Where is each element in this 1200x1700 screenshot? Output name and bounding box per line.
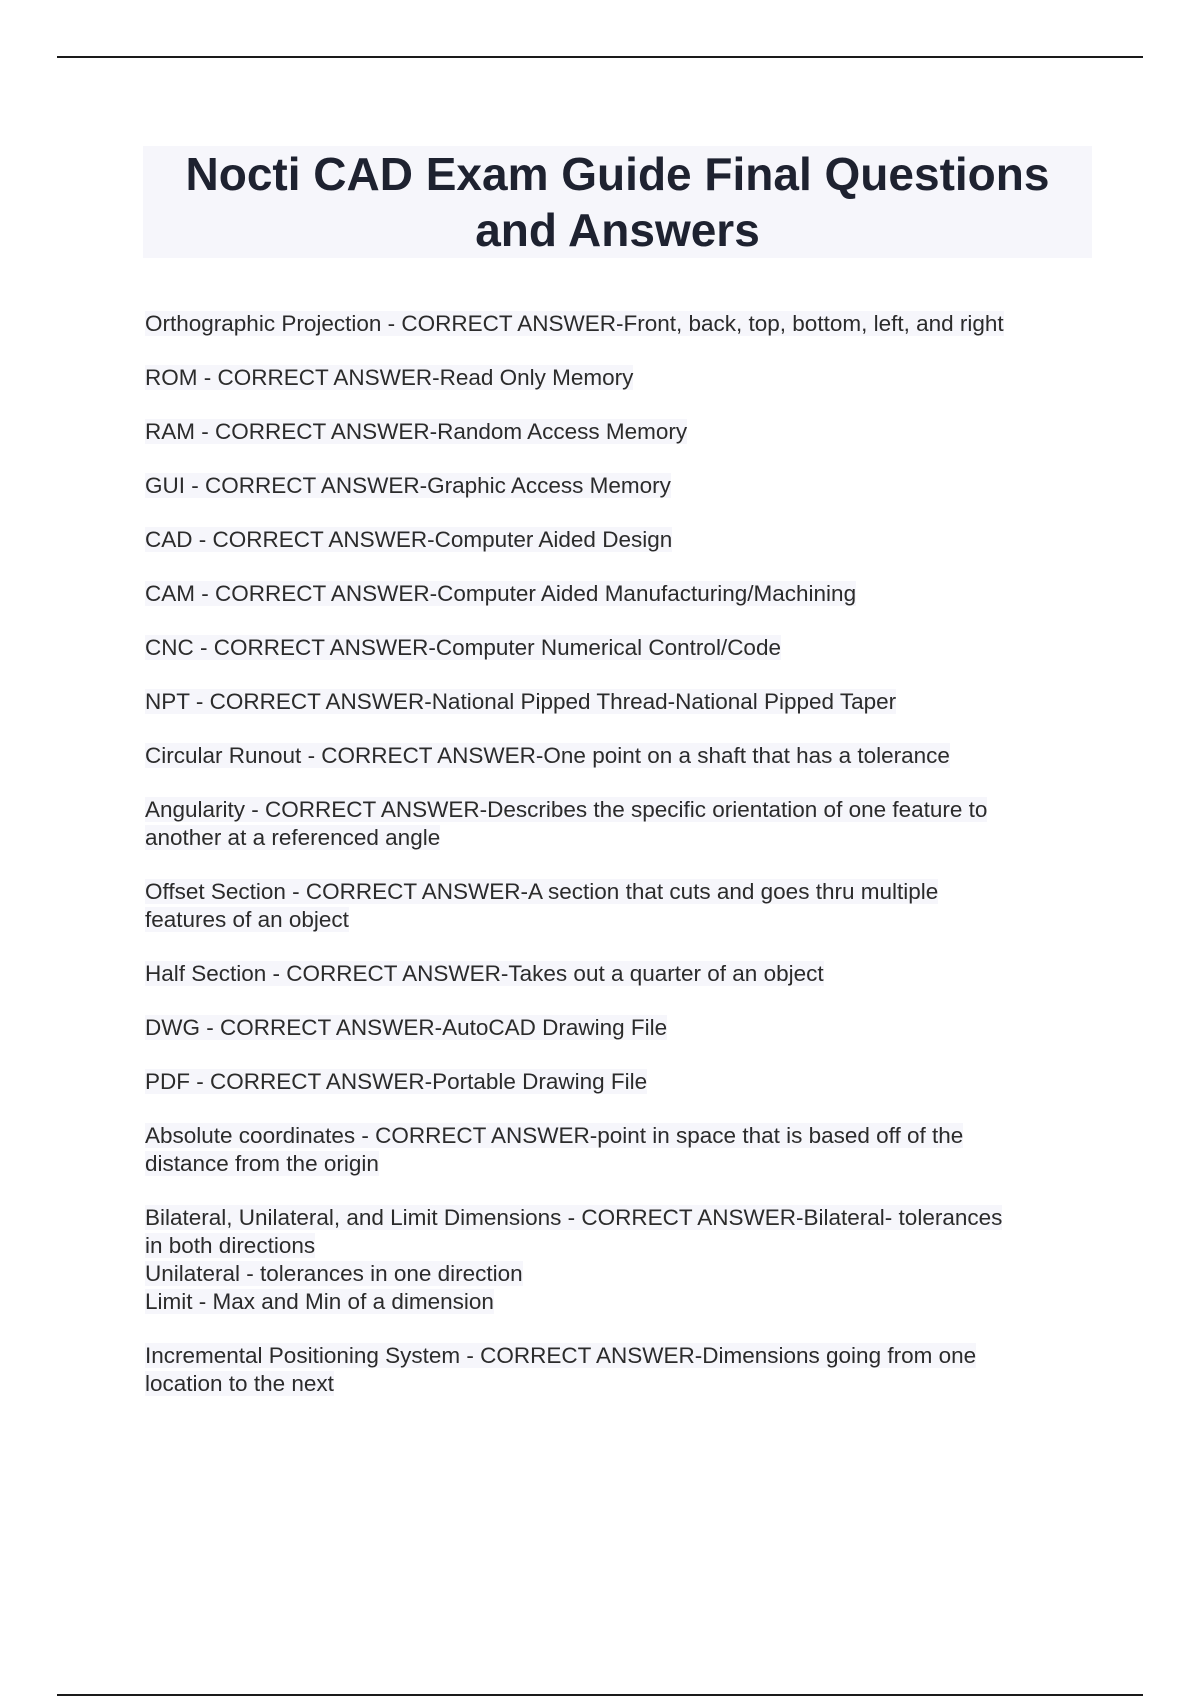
qa-entry-line <box>145 742 1095 770</box>
qa-entry-text: in both directions <box>145 1233 316 1258</box>
qa-entry-text: CAM - CORRECT ANSWER-Computer Aided Manufacturing/Machining <box>145 581 857 606</box>
qa-entry-line <box>145 878 1095 906</box>
qa-entry-line <box>145 1150 1095 1178</box>
qa-entry <box>145 634 1095 662</box>
qa-entry-text: RAM - CORRECT ANSWER-Random Access Memory <box>145 419 688 444</box>
title-banner <box>143 146 1092 258</box>
qa-entry <box>145 742 1095 770</box>
qa-entry <box>145 1204 1095 1316</box>
qa-entry-line <box>145 1122 1095 1150</box>
qa-entry-text: Orthographic Projection - CORRECT ANSWER-Front, back, top, bottom, left, and right <box>145 311 1004 336</box>
bottom-rule <box>57 1694 1143 1696</box>
qa-entry <box>145 1122 1095 1178</box>
qa-entry-line <box>145 1232 1095 1260</box>
qa-entry-line <box>145 960 1095 988</box>
qa-entry <box>145 310 1095 338</box>
qa-entry <box>145 472 1095 500</box>
qa-entry-text: Half Section - CORRECT ANSWER-Takes out a quarter of an object <box>145 961 824 986</box>
qa-entry-text: Circular Runout - CORRECT ANSWER-One point on a shaft that has a tolerance <box>145 743 950 768</box>
qa-entry-text: distance from the origin <box>145 1151 379 1176</box>
page-title: Nocti CAD Exam Guide Final Questions and Answers <box>185 148 1050 256</box>
qa-list <box>145 310 1095 1424</box>
qa-entry-line <box>145 824 1095 852</box>
qa-entry-text: another at a referenced angle <box>145 825 441 850</box>
qa-entry-text: NPT - CORRECT ANSWER-National Pipped Thread-National Pipped Taper <box>145 689 897 714</box>
qa-entry-line <box>145 418 1095 446</box>
qa-entry-text: CAD - CORRECT ANSWER-Computer Aided Design <box>145 527 673 552</box>
qa-entry <box>145 960 1095 988</box>
qa-entry <box>145 1014 1095 1042</box>
qa-entry-line <box>145 1260 1095 1288</box>
qa-entry <box>145 580 1095 608</box>
qa-entry-line <box>145 688 1095 716</box>
top-rule <box>57 56 1143 58</box>
qa-entry-text: features of an object <box>145 907 349 932</box>
qa-entry <box>145 796 1095 852</box>
qa-entry-text: GUI - CORRECT ANSWER-Graphic Access Memory <box>145 473 671 498</box>
qa-entry-line <box>145 1014 1095 1042</box>
qa-entry-line <box>145 1068 1095 1096</box>
qa-entry-line <box>145 526 1095 554</box>
qa-entry-line <box>145 472 1095 500</box>
qa-entry-text: Limit - Max and Min of a dimension <box>145 1289 494 1314</box>
qa-entry-text: CNC - CORRECT ANSWER-Computer Numerical Control/Code <box>145 635 781 660</box>
qa-entry-text: PDF - CORRECT ANSWER-Portable Drawing File <box>145 1069 648 1094</box>
qa-entry <box>145 688 1095 716</box>
qa-entry-text: location to the next <box>145 1371 334 1396</box>
qa-entry-text: DWG - CORRECT ANSWER-AutoCAD Drawing File <box>145 1015 668 1040</box>
qa-entry-line <box>145 580 1095 608</box>
qa-entry-text: Unilateral - tolerances in one direction <box>145 1261 523 1286</box>
qa-entry-line <box>145 364 1095 392</box>
qa-entry-line <box>145 1370 1095 1398</box>
qa-entry <box>145 364 1095 392</box>
qa-entry <box>145 1068 1095 1096</box>
qa-entry-line <box>145 796 1095 824</box>
qa-entry-text: Bilateral, Unilateral, and Limit Dimensions - CORRECT ANSWER-Bilateral- tolerances <box>145 1205 1003 1230</box>
qa-entry <box>145 878 1095 934</box>
qa-entry-line <box>145 1342 1095 1370</box>
qa-entry-line <box>145 1288 1095 1316</box>
qa-entry-line <box>145 1204 1095 1232</box>
qa-entry-text: Incremental Positioning System - CORRECT ANSWER-Dimensions going from one <box>145 1343 977 1368</box>
qa-entry-line <box>145 634 1095 662</box>
qa-entry-text: Absolute coordinates - CORRECT ANSWER-point in space that is based off of the <box>145 1123 964 1148</box>
qa-entry-line <box>145 906 1095 934</box>
qa-entry-text: ROM - CORRECT ANSWER-Read Only Memory <box>145 365 634 390</box>
qa-entry <box>145 1342 1095 1398</box>
qa-entry-line <box>145 310 1095 338</box>
qa-entry-text: Offset Section - CORRECT ANSWER-A section that cuts and goes thru multiple <box>145 879 939 904</box>
qa-entry <box>145 418 1095 446</box>
qa-entry-text: Angularity - CORRECT ANSWER-Describes the specific orientation of one feature to <box>145 797 988 822</box>
qa-entry <box>145 526 1095 554</box>
